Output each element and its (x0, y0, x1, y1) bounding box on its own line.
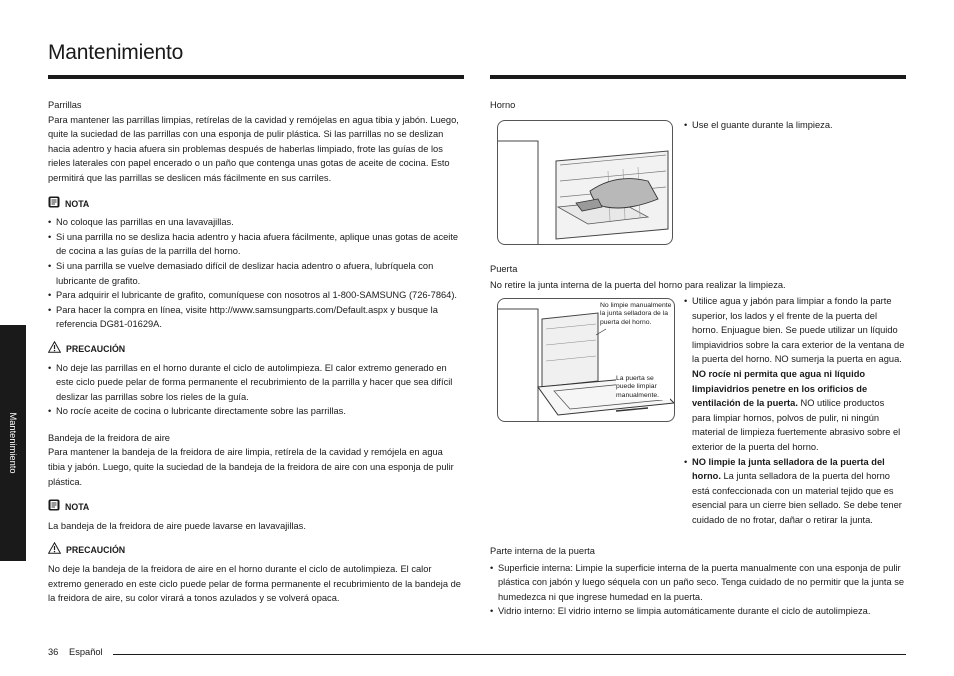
footer-rule (113, 654, 906, 655)
horno-list (684, 118, 904, 133)
list-item: • No rocíe aceite de cocina o lubricante directamente sobre las parrillas. (48, 404, 462, 419)
page-title: Mantenimiento (48, 41, 184, 64)
note-label: NOTA (65, 198, 90, 209)
note-icon (48, 196, 60, 213)
list-item: • No coloque las parrillas en una lavavajillas. (48, 215, 462, 230)
list-item: • Si una parrilla se vuelve demasiado difícil de deslizar hacia adentro o afuera, lubríquela con lubricante de grafito. (48, 259, 462, 288)
callout-door: La puerta se puede limpiar manualmente. (616, 375, 670, 400)
list-item: • Para adquirir el lubricante de grafito, comuníquese con nosotros al 1-800-SAMSUNG (726-7864). (48, 288, 462, 303)
puerta-intro: No retire la junta interna de la puerta del horno para realizar la limpieza. (490, 280, 786, 290)
note-header (48, 499, 462, 516)
interna-heading: Parte interna de la puerta (490, 546, 595, 556)
warning-triangle-icon (48, 341, 61, 358)
footer-language: Español (69, 647, 103, 657)
freidora-text: Para mantener la bandeja de la freidora de aire limpia, retírela de la cavidad y remójela en agua tibia y jabón. Luego, quite la suciedad de la bandeja de la freidora de aire con una esponja de pulir plástica. (48, 447, 454, 487)
freidora-note-text: La bandeja de la freidora de aire puede lavarse en lavavajillas. (48, 520, 306, 531)
oven-glove-illustration (497, 120, 673, 245)
left-header-rule (48, 75, 464, 79)
warning-text: NO limpie la junta selladora de la puerta del horno. (692, 456, 885, 482)
caution-label: PRECAUCIÓN (66, 343, 126, 354)
freidora-caution-text: No deje la bandeja de la freidora de aire en el horno durante el ciclo de autolimpieza. El calor extremo generado en este ciclo puede pelar de forma permanente el recubrimiento de la bandeja de la freidora de aire, su color virará a tonos azulados y se volverá opaca. (48, 564, 461, 604)
caution-header (48, 341, 462, 358)
page-number: 36 (48, 647, 59, 657)
left-column (48, 98, 462, 606)
puerta-list (684, 294, 905, 528)
list-item: • Utilice agua y jabón para limpiar a fondo la parte superior, los lados y el frente de la puerta del horno. Enjuague bien. Se puede utilizar un líquido limpiavidrios sobre la cara exterior de la ventana de la puerta del horno. NO sumerja la puerta en agua. NO rocíe ni permita que agua ni líquido limpiavidrios penetre en los orificios de ventilación de la puerta. NO utilice productos para limpiar hornos, polvos de pulir, ni ningún material de limpieza fuertemente abrasivo sobre el exterior de la puerta del horno. (684, 294, 905, 455)
note-header (48, 196, 462, 213)
list-item: • Vidrio interno: El vidrio interno se limpia automáticamente durante el ciclo de autolimpieza. (490, 604, 906, 619)
parrillas-text: Para mantener las parrillas limpias, retírelas de la cavidad y remójelas en agua tibia y jabón. Luego, quite la suciedad de las parrillas con una esponja de pulir plástica. Si las parrillas no se deslizan hacia adentro y hacia afuera sin problemas después de haberlas limpiado, frote las guías de los rieles laterales con papel encerado o un paño que contenga unas gotas de aceite de cocina. Esto permitirá que las parrillas se deslicen más fácilmente en sus carriles. (48, 114, 459, 183)
list-item: • Use el guante durante la limpieza. (684, 118, 904, 133)
list-item: • Si una parrilla no se desliza hacia adentro y hacia afuera fácilmente, aplique unas gotas de aceite de cocina a las guías de la parrilla del horno. (48, 230, 462, 259)
freidora-heading: Bandeja de la freidora de aire (48, 432, 170, 443)
note-label: NOTA (65, 502, 90, 513)
interna-section (490, 544, 906, 619)
note-list (48, 215, 462, 332)
horno-heading: Horno (490, 100, 516, 110)
list-item: • Para hacer la compra en línea, visite http://www.samsungparts.com/Default.aspx y busque la referencia DG81-01629A. (48, 303, 462, 332)
parrillas-heading: Parrillas (48, 100, 82, 110)
warning-text: NO rocíe ni permita que agua ni líquido limpiavidrios penetre en los orificios de ventilación de la puerta. (692, 368, 868, 409)
puerta-heading: Puerta (490, 264, 518, 274)
caution-header (48, 542, 462, 559)
caution-label: PRECAUCIÓN (66, 545, 126, 556)
side-tab-label: Mantenimiento (8, 412, 18, 474)
right-header-rule (490, 75, 906, 79)
list-item: • NO limpie la junta selladora de la puerta del horno. La junta selladora de la puerta del horno está confeccionada con un material tejido que es esencial para un cierre bien sellado. Se debe tener cuidado de no frotar, dañar o retirar la junta. (684, 455, 905, 528)
callout-gasket: No limpie manualmente la junta selladora de la puerta del horno. (600, 302, 672, 326)
list-item: • No deje las parrillas en el horno durante el ciclo de autolimpieza. El calor extremo generado en este ciclo puede pelar de forma permanente el recubrimiento de la parrilla y hacer que sea difícil deslizar las parrillas sobre los rieles de la guía. (48, 361, 462, 405)
note-icon (48, 499, 60, 516)
warning-triangle-icon (48, 542, 61, 559)
caution-list (48, 361, 462, 419)
list-item: • Superficie interna: Limpie la superficie interna de la puerta manualmente con una esponja de pulir plástica con jabón y luego séquela con un paño seco. Tenga cuidado de no permitir que la junta se humedezca ni que ingrese humedad en la puerta. (490, 561, 906, 605)
interna-list (490, 561, 906, 619)
